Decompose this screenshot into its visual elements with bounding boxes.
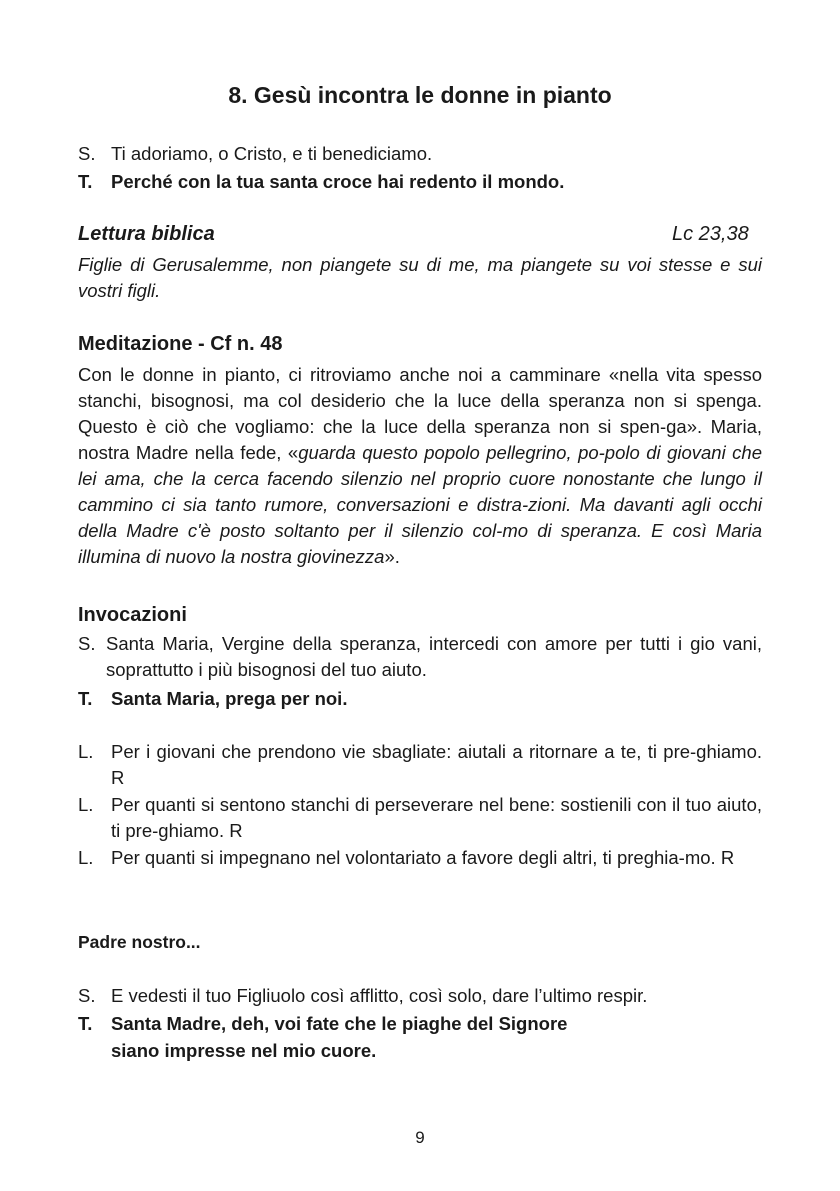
- t-text: Santa Maria, prega per noi.: [111, 688, 348, 709]
- closing-t-line-2: siano impresse nel mio cuore.: [111, 1040, 377, 1061]
- s-text: E vedesti il tuo Figliuolo così afflitto, così solo, dare l’ultimo respir.: [111, 985, 648, 1006]
- opening-versicle-t: [78, 168, 564, 195]
- litany-marker: L.: [78, 741, 94, 762]
- reading-reference: Lc 23,38: [672, 223, 749, 245]
- closing-t: [78, 1010, 567, 1037]
- t-marker: T.: [78, 1013, 93, 1034]
- litany-text: Per quanti si impegnano nel volontariato a favore degli altri, ti preghia-mo. R: [111, 847, 735, 868]
- reading-heading: Lettura biblica: [78, 223, 215, 245]
- opening-versicle-s: [78, 140, 432, 167]
- s-marker: S.: [78, 143, 96, 164]
- invocation-s: [78, 631, 762, 683]
- reading-text: Figlie di Gerusalemme, non piangete su di me, ma piangete su voi stesse e sui vostri figli.: [78, 254, 762, 301]
- litany-marker: L.: [78, 794, 94, 815]
- s-text: Ti adoriamo, o Cristo, e ti benediciamo.: [111, 143, 433, 164]
- litany-item: [78, 845, 762, 871]
- meditation-text-italic: guarda questo popolo pellegrino, po-polo di giovani che lei ama, che la cerca facendo silenzio nel proprio cuore nonostante che lungo il cammino ci sia tanto rumore, conversazioni e distra-zioni. Ma davanti agli occhi della Madre c'è posto soltanto per il silenzio col-mo di speranza. E così Maria illumina di nuovo la nostra giovinezza: [78, 442, 762, 567]
- t-marker: T.: [78, 688, 93, 709]
- litany-text: Per quanti si sentono stanchi di perseverare nel bene: sostienili con il tuo aiuto, ti pre-ghiamo. R: [111, 794, 762, 841]
- invocation-t: [78, 686, 762, 712]
- meditation-text-end: ».: [384, 546, 400, 567]
- litany-item: [78, 792, 762, 844]
- s-marker: S.: [78, 985, 96, 1006]
- t-marker: T.: [78, 171, 93, 192]
- litany-marker: L.: [78, 847, 94, 868]
- page-number: 9: [415, 1128, 425, 1147]
- t-line-1: Santa Madre, deh, voi fate che le piaghe del Signore: [111, 1013, 568, 1034]
- meditation-text: [78, 362, 762, 570]
- meditation-heading: Meditazione - Cf n. 48: [78, 333, 283, 355]
- s-text: Santa Maria, Vergine della speranza, intercedi con amore per tutti i gio vani, soprattutto i più bisognosi del tuo aiuto.: [106, 633, 762, 680]
- litany-item: [78, 739, 762, 791]
- station-title: 8. Gesù incontra le donne in pianto: [228, 82, 612, 108]
- closing-s: [78, 982, 647, 1009]
- meditation-text-plain: Con le donne in pianto, ci ritroviamo anche noi a camminare «nella vita spesso stanchi, bisognosi, ma col desiderio che la luce della speranza non si spenga. Questo è ciò che vogliamo: che la luce della speranza non si spen-ga». Maria, nostra Madre nella fede, «: [78, 364, 762, 463]
- our-father: Padre nostro...: [78, 932, 201, 952]
- invocations-heading: Invocazioni: [78, 604, 187, 626]
- t-text: Perché con la tua santa croce hai redento il mondo.: [111, 171, 565, 192]
- s-marker: S.: [78, 633, 96, 654]
- litany-text: Per i giovani che prendono vie sbagliate: aiutali a ritornare a te, ti pre-ghiamo. R: [111, 741, 762, 788]
